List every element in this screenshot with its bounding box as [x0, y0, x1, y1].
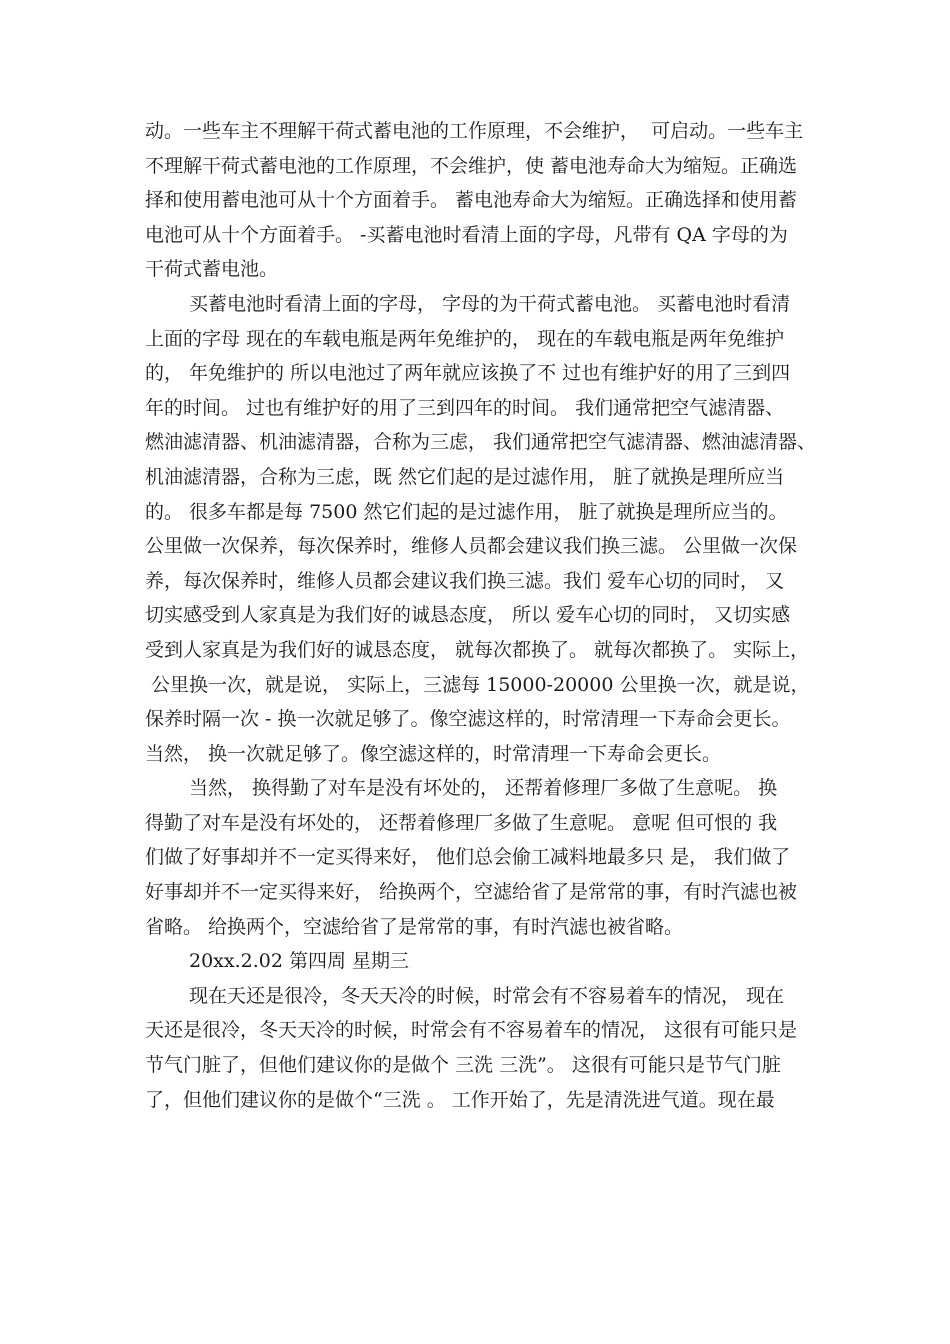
text-line: 们做了好事却并不一定买得来好， 他们总会偷工减料地最多只 是， 我们做了 — [145, 846, 791, 869]
text-line: 了，但他们建议你的是做个“三洗 。 工作开始了，先是清洗进气道。现在最 — [145, 1088, 775, 1111]
text-line: 的， 年免维护的 所以电池过了两年就应该换了不 过也有维护好的用了三到四 — [145, 362, 791, 385]
text-line: 干荷式蓄电池。 — [145, 258, 279, 281]
text-line: 公里换一次，就是说， 实际上，三滤每 15000-20000 公里换一次，就是说， — [145, 673, 810, 696]
text-line: 公里做一次保养，每次保养时，维修人员都会建议我们换三滤。 公里做一次保 — [145, 535, 798, 558]
text-line: 得勤了对车是没有坏处的， 还帮着修理厂多做了生意呢。 意呢 但可恨的 我 — [145, 811, 778, 834]
text-line: 动。一些车主不理解干荷式蓄电池的工作原理，不会维护， 可启动。一些车主 — [145, 120, 804, 142]
paragraph — [145, 979, 810, 1117]
text-line: 养，每次保养时，维修人员都会建议我们换三滤。我们 爱车心切的同时， 又 — [145, 569, 785, 592]
text-line: 现在天还是很冷，冬天天冷的时候，时常会有不容易着车的情况， 现在 — [189, 984, 785, 1007]
text-line: 买蓄电池时看清上面的字母， 字母的为干荷式蓄电池。 买蓄电池时看清 — [189, 292, 791, 315]
text-line: 机油滤清器，合称为三虑，既 然它们起的是过滤作用， 脏了就换是理所应当 — [145, 465, 785, 488]
text-line: 保养时隔一次 - 换一次就足够了。像空滤这样的，时常清理一下寿命会更长。 — [145, 708, 791, 731]
text-line: 不理解干荷式蓄电池的工作原理，不会维护，使 蓄电池寿命大为缩短。正确选 — [145, 154, 798, 177]
text-line: 择和使用蓄电池可从十个方面着手。 蓄电池寿命大为缩短。正确选择和使用蓄 — [145, 189, 798, 212]
paragraph — [145, 771, 810, 944]
text-line: 的。 很多车都是每 7500 然它们起的是过滤作用， 脏了就换是理所应当的。 — [145, 500, 788, 523]
text-line: 上面的字母 现在的车载电瓶是两年免维护的， 现在的车载电瓶是两年免维护 — [145, 327, 785, 350]
text-line: 当然， 换得勤了对车是没有坏处的， 还帮着修理厂多做了生意呢。 换 — [189, 777, 778, 800]
document-body — [145, 114, 817, 1117]
text-line: 省略。 给换两个，空滤给省了是常常的事，有时汽滤也被省略。 — [145, 915, 684, 938]
text-line: 受到人家真是为我们好的诚恳态度， 就每次都换了。 就每次都换了。 实际上， — [145, 638, 810, 661]
text-line: 20xx.2.02 第四周 星期三 — [189, 950, 410, 973]
paragraph — [145, 944, 810, 979]
text-line: 好事却并不一定买得来好， 给换两个，空滤给省了是常常的事，有时汽滤也被 — [145, 881, 798, 904]
text-line: 燃油滤清器、机油滤清器，合称为三虑， 我们通常把空气滤清器、燃油滤清器、 — [145, 431, 817, 454]
text-line: 当然， 换一次就足够了。像空滤这样的，时常清理一下寿命会更长。 — [145, 742, 722, 765]
text-line: 切实感受到人家真是为我们好的诚恳态度， 所以 爱车心切的同时， 又切实感 — [145, 604, 791, 627]
paragraph — [145, 114, 810, 287]
paragraph — [145, 287, 817, 771]
text-line: 年的时间。 过也有维护好的用了三到四年的时间。 我们通常把空气滤清器、 — [145, 396, 785, 419]
text-line: 节气门脏了，但他们建议你的是做个 三洗 三洗”。 这很有可能只是节气门脏 — [145, 1054, 781, 1077]
text-line: 电池可从十个方面着手。 -买蓄电池时看清上面的字母，凡带有 QA 字母的为 — [145, 223, 788, 246]
text-line: 天还是很冷，冬天天冷的时候，时常会有不容易着车的情况， 这很有可能只是 — [145, 1019, 798, 1042]
